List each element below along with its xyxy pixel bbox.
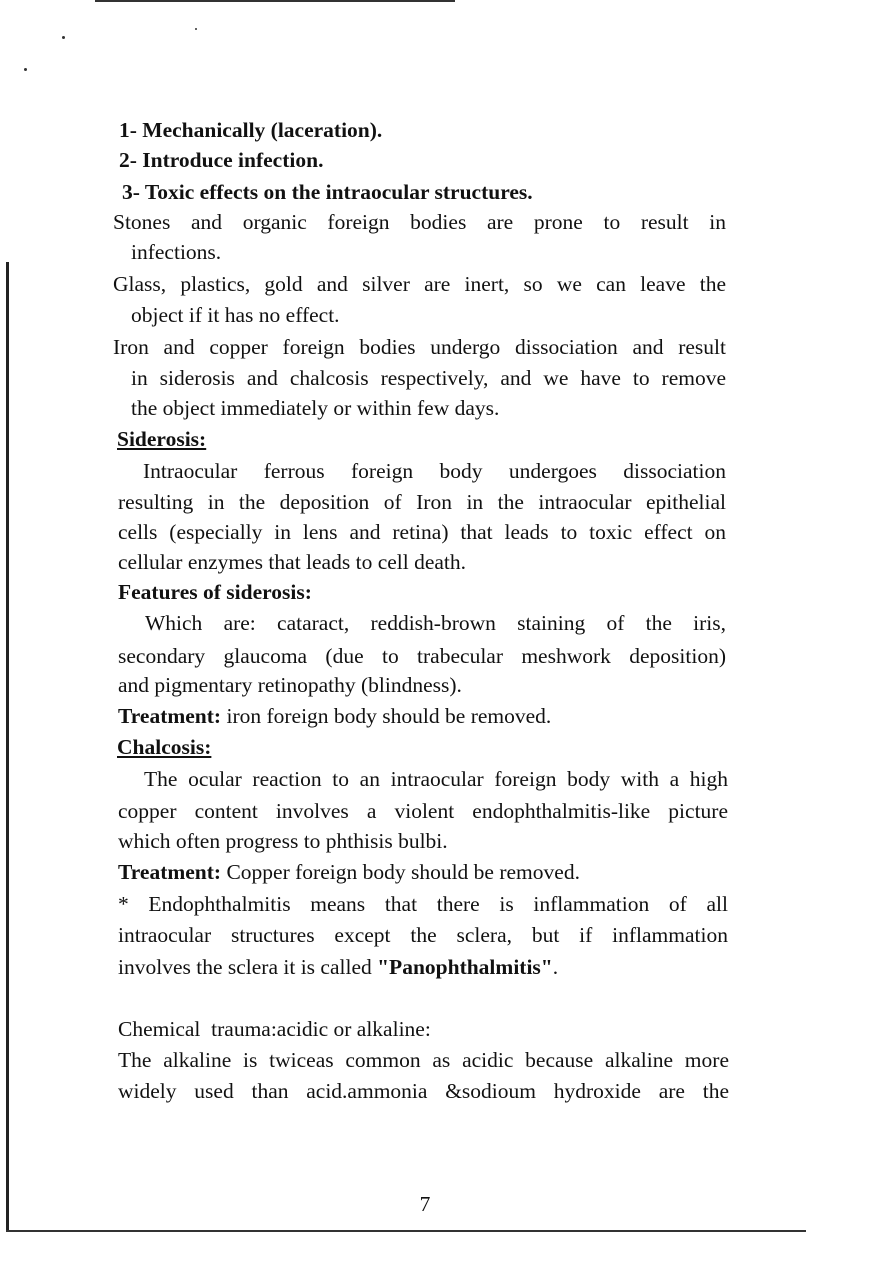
paragraph-line: object if it has no effect. bbox=[131, 303, 340, 327]
treatment-text: iron foreign body should be removed. bbox=[221, 704, 552, 728]
paragraph-line: in siderosis and chalcosis respectively, and we have to remove bbox=[131, 366, 726, 390]
section-heading-features: Features of siderosis: bbox=[118, 580, 312, 604]
paragraph-line: cellular enzymes that leads to cell death. bbox=[118, 550, 467, 574]
paragraph-line: copper content involves a violent endophthalmitis-like picture bbox=[118, 799, 728, 823]
paragraph-line: * Endophthalmitis means that there is inflammation of all bbox=[118, 892, 728, 916]
section-heading-siderosis: Siderosis: bbox=[117, 427, 207, 451]
paragraph-line: cells (especially in lens and retina) that leads to toxic effect on bbox=[118, 520, 726, 544]
note-last-line bbox=[118, 952, 558, 982]
paragraph-line: Which are: cataract, reddish-brown staining of the iris, bbox=[145, 611, 726, 635]
treatment-label: Treatment: bbox=[118, 704, 222, 728]
list-item-3: 3- Toxic effects on the intraocular structures. bbox=[122, 180, 533, 204]
treatment-copper-line bbox=[118, 857, 580, 887]
list-item-2: 2- Introduce infection. bbox=[119, 148, 324, 172]
term-panophthalmitis: "Panophthalmitis" bbox=[377, 955, 553, 979]
note-punctuation: . bbox=[552, 955, 559, 979]
paragraph-line: secondary glaucoma (due to trabecular meshwork deposition) bbox=[118, 644, 726, 668]
paragraph-line: infections. bbox=[131, 240, 222, 264]
paragraph-line: The alkaline is twiceas common as acidic because alkaline more bbox=[118, 1048, 729, 1072]
paragraph-line: which often progress to phthisis bulbi. bbox=[118, 829, 448, 853]
treatment-iron-line bbox=[118, 701, 551, 731]
section-heading-chemical: Chemical trauma:acidic or alkaline: bbox=[118, 1017, 431, 1041]
list-item-1: 1- Mechanically (laceration). bbox=[119, 118, 383, 142]
paragraph-line: the object immediately or within few days. bbox=[131, 396, 500, 420]
treatment-text: Copper foreign body should be removed. bbox=[221, 860, 580, 884]
paragraph-line: Stones and organic foreign bodies are prone to result in bbox=[113, 210, 726, 234]
paragraph-line: The ocular reaction to an intraocular foreign body with a high bbox=[144, 767, 728, 791]
paragraph-line: Intraocular ferrous foreign body undergoes dissociation bbox=[143, 459, 726, 483]
paragraph-line: Iron and copper foreign bodies undergo dissociation and result bbox=[113, 335, 726, 359]
section-heading-chalcosis: Chalcosis: bbox=[117, 735, 212, 759]
paragraph-line: intraocular structures except the sclera, but if inflammation bbox=[118, 923, 728, 947]
note-text: involves the sclera it is called bbox=[118, 955, 378, 979]
paragraph-line: and pigmentary retinopathy (blindness). bbox=[118, 673, 462, 697]
page-number: 7 bbox=[419, 1192, 431, 1216]
treatment-label: Treatment: bbox=[118, 860, 222, 884]
paragraph-line: widely used than acid.ammonia &sodioum hydroxide are the bbox=[118, 1079, 729, 1103]
paragraph-line: Glass, plastics, gold and silver are inert, so we can leave the bbox=[113, 272, 726, 296]
paragraph-line: resulting in the deposition of Iron in the intraocular epithelial bbox=[118, 490, 726, 514]
